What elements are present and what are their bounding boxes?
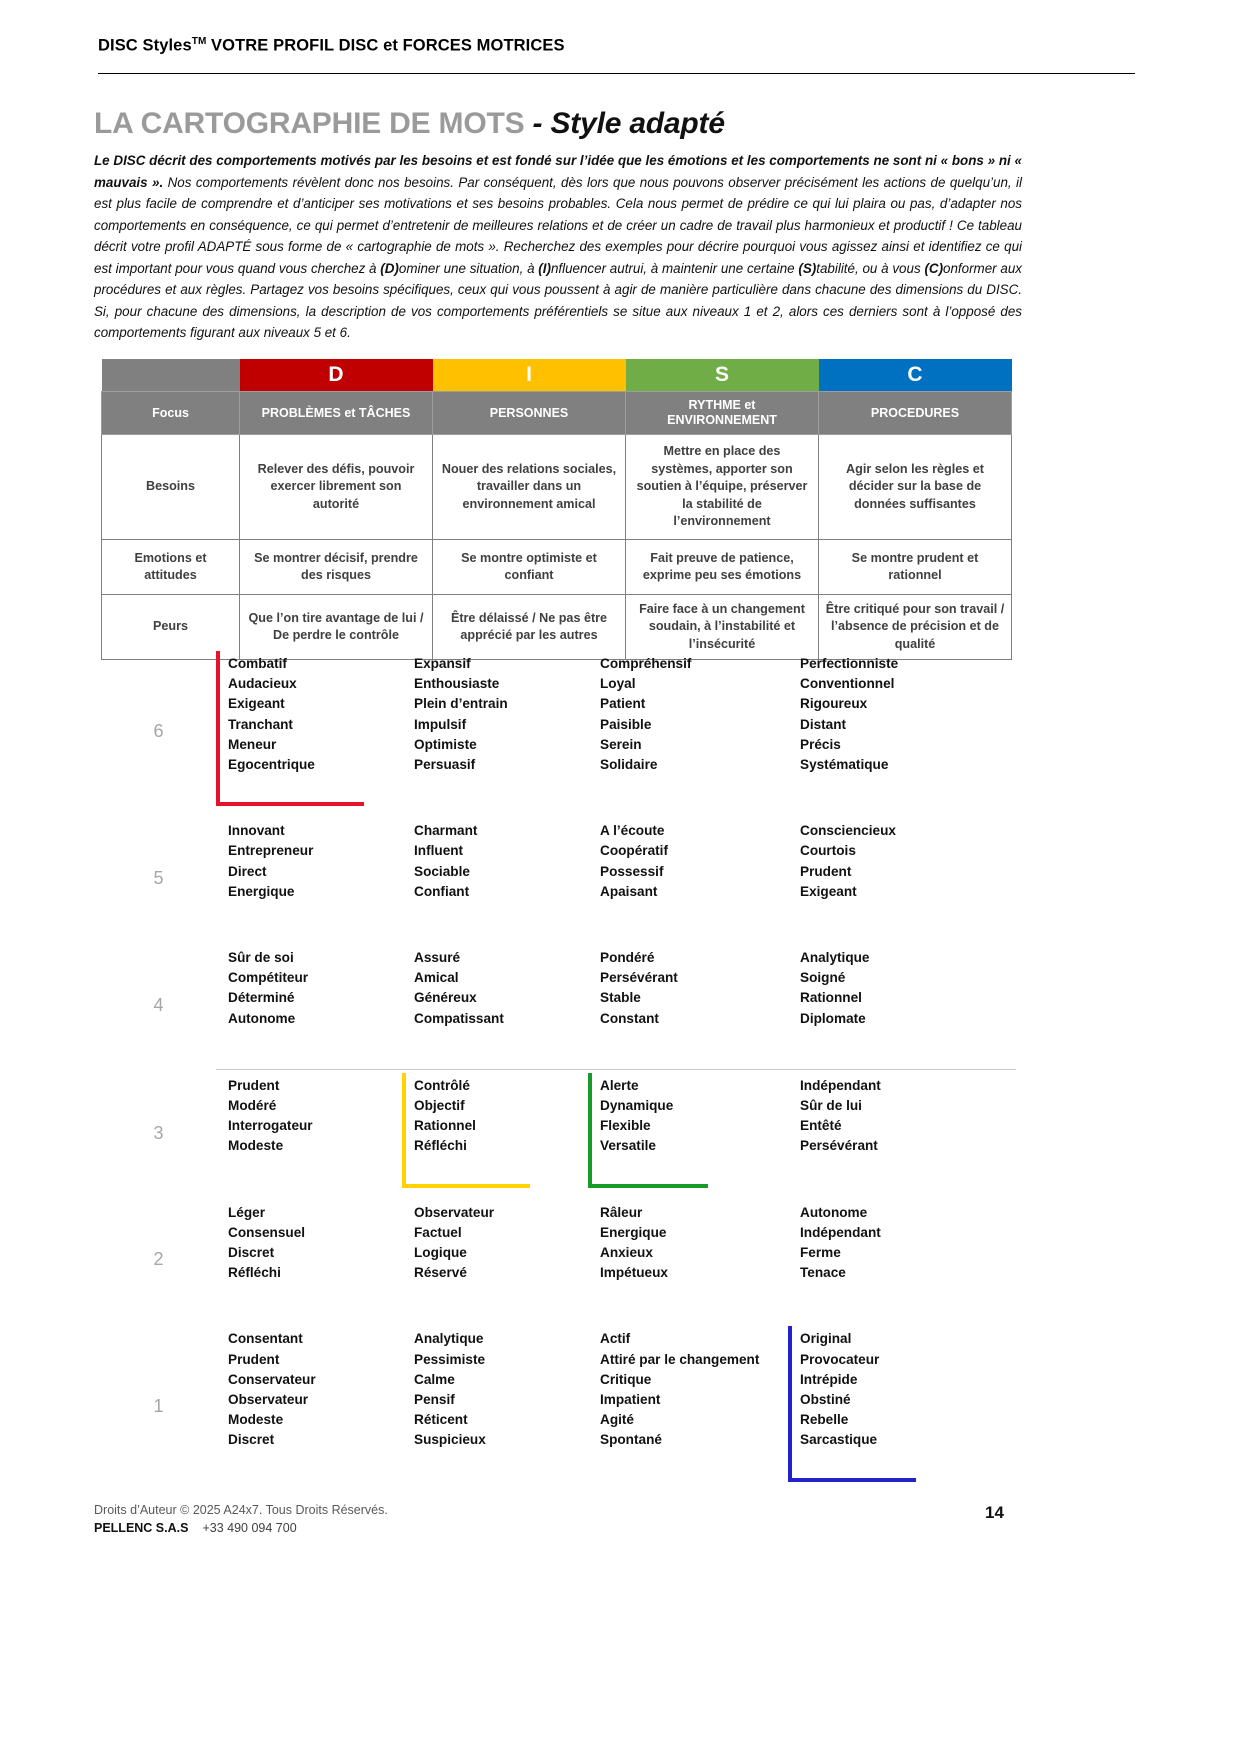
header-title-rest: VOTRE PROFIL DISC et FORCES MOTRICES <box>206 36 565 55</box>
header-title <box>98 36 1133 56</box>
word-item: Modéré <box>228 1097 277 1113</box>
word-item: Perfectionniste <box>800 656 899 671</box>
word-item: Conservateur <box>228 1371 316 1387</box>
word-item: Suspicieux <box>414 1432 486 1448</box>
word-item: Factuel <box>414 1224 462 1240</box>
word-map-column-s <box>588 948 788 1063</box>
word-item: Patient <box>600 696 646 712</box>
word-item: Sûr de soi <box>228 949 294 965</box>
word-item: Loyal <box>600 676 636 692</box>
word-item: Objectif <box>414 1097 465 1113</box>
page-title-main: LA CARTOGRAPHIE DE MOTS <box>94 107 525 140</box>
word-item: Egocentrique <box>228 757 315 773</box>
word-item: Déterminé <box>228 990 295 1006</box>
word-item: Indépendant <box>800 1077 881 1093</box>
word-item: Généreux <box>414 990 477 1006</box>
word-item: Flexible <box>600 1118 651 1134</box>
word-item: Influent <box>414 843 464 859</box>
word-item: Serein <box>600 736 642 752</box>
word-map-column-c <box>788 1076 974 1191</box>
besoins-d: Relever des défis, pouvoir exercer librement son autorité <box>240 435 433 540</box>
intro-paragraph <box>94 150 1022 344</box>
word-item: Modeste <box>228 1412 284 1428</box>
header-title-prefix: DISC Styles <box>98 36 192 55</box>
accent-bar-s-icon <box>588 1073 592 1188</box>
word-item: Enthousiaste <box>414 676 500 692</box>
word-item: Plein d’entrain <box>414 696 508 712</box>
word-map-column-d <box>216 1329 402 1484</box>
word-item: Compréhensif <box>600 656 692 671</box>
letter-cell-i: I <box>433 359 626 392</box>
peurs-c: Être critiqué pour son travail / l’absence de précision et de qualité <box>819 595 1012 660</box>
word-map-column-c <box>788 1203 974 1318</box>
word-item: Conventionnel <box>800 676 895 692</box>
word-item: Versatile <box>600 1138 656 1154</box>
emotions-s: Fait preuve de patience, exprime peu ses émotions <box>626 540 819 595</box>
word-map-column-i <box>402 654 588 809</box>
accent-bar-c-icon <box>788 1326 792 1481</box>
letter-cell-blank <box>102 359 240 392</box>
word-item: Observateur <box>414 1204 495 1220</box>
page-title-separator: - <box>524 107 551 140</box>
word-item: Direct <box>228 863 267 879</box>
word-item: Combatif <box>228 656 287 671</box>
page-title-sub: Style adapté <box>550 107 725 140</box>
word-item: Compatissant <box>414 1010 504 1026</box>
besoins-i: Nouer des relations sociales, travailler dans un environnement amical <box>433 435 626 540</box>
intro-after-i: nfluencer autrui, à maintenir une certaine <box>550 260 799 276</box>
row-label-besoins: Besoins <box>102 435 240 540</box>
word-item: Ferme <box>800 1244 841 1260</box>
page-number: 14 <box>985 1503 1004 1522</box>
word-item: Alerte <box>600 1077 639 1093</box>
row-label-focus: Focus <box>102 392 240 435</box>
letter-cell-d: D <box>240 359 433 392</box>
intro-after-s: tabilité, ou à vous <box>816 260 925 276</box>
row-label-emotions: Emotions et attitudes <box>102 540 240 595</box>
word-item: Persévérant <box>600 970 678 986</box>
word-item: Attiré par le changement <box>600 1351 760 1367</box>
word-item: Rigoureux <box>800 696 868 712</box>
word-map-column-d <box>216 654 402 809</box>
word-item: Confiant <box>414 883 470 899</box>
word-item: Anxieux <box>600 1244 653 1260</box>
intro-bold-lead: Le DISC décrit des comportements motivés par les besoins et est fondé sur l’idée que les émotions et les comportements ne sont ni « bons » ni « mauvais ». <box>94 153 1022 190</box>
word-item: Energique <box>228 883 295 899</box>
word-item: Précis <box>800 736 841 752</box>
word-item: Systématique <box>800 757 889 773</box>
word-map-column-c <box>788 1329 974 1484</box>
word-map-column-i <box>402 948 588 1063</box>
table-row-besoins <box>102 435 1012 540</box>
word-map-level-number: 2 <box>153 1249 164 1270</box>
row-label-peurs: Peurs <box>102 595 240 660</box>
word-item: Logique <box>414 1244 467 1260</box>
word-map-level-number: 4 <box>153 994 164 1015</box>
word-map-column-c <box>788 948 974 1063</box>
word-item: Impulsif <box>414 716 467 732</box>
peurs-i: Être délaissé / Ne pas être apprécié par les autres <box>433 595 626 660</box>
word-item: Rationnel <box>414 1118 476 1134</box>
word-map-column-s <box>588 1329 788 1484</box>
accent-bar-d-icon <box>216 651 220 806</box>
word-item: Expansif <box>414 656 471 671</box>
word-item: Audacieux <box>228 676 297 692</box>
word-item: Coopératif <box>600 843 668 859</box>
word-map-column-c <box>788 654 974 809</box>
word-map-column-s <box>588 1076 788 1191</box>
intro-i-letter: (I) <box>538 260 551 276</box>
word-item: Energique <box>600 1224 667 1240</box>
disc-summary-table <box>101 359 1012 660</box>
word-map-level-number: 3 <box>153 1122 164 1143</box>
word-map-column-s <box>588 654 788 809</box>
word-map-level-row <box>101 815 1031 942</box>
peurs-d: Que l’on tire avantage de lui / De perdre le contrôle <box>240 595 433 660</box>
focus-d: PROBLÈMES et TÂCHES <box>240 392 433 435</box>
word-item: Entêté <box>800 1118 842 1134</box>
word-item: Diplomate <box>800 1010 866 1026</box>
word-map-column-i <box>402 821 588 936</box>
word-item: Contrôlé <box>414 1077 470 1093</box>
word-map-column-d <box>216 1203 402 1318</box>
word-item: Courtois <box>800 843 856 859</box>
word-map-level-row <box>101 1323 1031 1490</box>
word-item: Innovant <box>228 823 285 839</box>
word-item: Rationnel <box>800 990 862 1006</box>
word-item: Prudent <box>800 863 852 879</box>
word-item: Pondéré <box>600 949 655 965</box>
word-item: Exigeant <box>228 696 285 712</box>
word-item: Solidaire <box>600 757 658 773</box>
footer-copyright: Droits d’Auteur © 2025 A24x7. Tous Droits Réservés. <box>94 1503 388 1517</box>
word-map-column-s <box>588 1203 788 1318</box>
word-item: Entrepreneur <box>228 843 314 859</box>
word-item: Consentant <box>228 1331 303 1347</box>
word-map-column-c <box>788 821 974 936</box>
word-item: Discret <box>228 1432 275 1448</box>
table-row-focus <box>102 392 1012 435</box>
footer-phone: +33 490 094 700 <box>202 1521 297 1535</box>
footer-company-line <box>94 1521 1134 1535</box>
word-item: Possessif <box>600 863 664 879</box>
word-item: Léger <box>228 1204 266 1220</box>
peurs-s: Faire face à un changement soudain, à l’instabilité et l’insécurité <box>626 595 819 660</box>
word-item: Soigné <box>800 970 846 986</box>
word-item: Apaisant <box>600 883 658 899</box>
word-item: Paisible <box>600 716 652 732</box>
word-map-level-row <box>101 1197 1031 1324</box>
word-map-level-number: 6 <box>153 721 164 742</box>
word-map-column-i <box>402 1076 588 1191</box>
table-row-letters <box>102 359 1012 392</box>
intro-after-d: ominer une situation, à <box>398 260 539 276</box>
word-map-level-number: 1 <box>153 1396 164 1417</box>
word-item: Râleur <box>600 1204 643 1220</box>
intro-d-letter: (D) <box>380 260 399 276</box>
word-item: A l’écoute <box>600 823 665 839</box>
word-item: Sûr de lui <box>800 1097 862 1113</box>
intro-c-letter: (C) <box>924 260 944 276</box>
header-title-trademark: TM <box>191 36 207 47</box>
intro-body: Nos comportements révèlent donc nos besoins. Par conséquent, dès lors que nous pouvons observer précisément les actions de quelqu’un, il est plus facile de comprendre et d’anticiper ses motivations et ses besoins probables. Cela nous permet de prédire ce qui lui plaira ou pas, d’adapter nos comportements en conséquence, ce qui permet d’entretenir de meilleures relations et de créer un cadre de travail plus harmonieux et productif ! Ce tableau décrit votre profil ADAPTÉ sous forme de « cartographie de mots ». Recherchez des exemples pour décrire pourquoi vous agissez ainsi et identifiez ce qui est important pour vous quand vous cherchez à <box>94 174 1023 276</box>
emotions-c: Se montre prudent et rationnel <box>819 540 1012 595</box>
word-item: Analytique <box>414 1331 484 1347</box>
besoins-c: Agir selon les règles et décider sur la base de données suffisantes <box>819 435 1012 540</box>
footer-company-name: PELLENC S.A.S <box>94 1521 189 1535</box>
intro-after-c: onformer aux procédures et aux règles. Partagez vos besoins spécifiques, ceux qui vous poussent à agir de manière particulière dans chacune des dimensions du DISC. Si, pour chacune des dimensions, la description de vos comportements préférentiels se situe aux niveaux 1 et 2, alors ces derniers sont à l’opposé des comportements figurant aux niveaux 5 et 6. <box>94 260 1022 340</box>
word-item: Original <box>800 1331 852 1347</box>
word-item: Prudent <box>228 1351 280 1367</box>
accent-bar-i-icon <box>402 1073 406 1188</box>
word-item: Provocateur <box>800 1351 880 1367</box>
word-item: Rebelle <box>800 1412 849 1428</box>
table-row-emotions <box>102 540 1012 595</box>
word-item: Pensif <box>414 1391 455 1407</box>
word-item: Autonome <box>228 1010 296 1026</box>
word-item: Impétueux <box>600 1265 668 1281</box>
word-item: Critique <box>600 1371 652 1387</box>
word-map-column-s <box>588 821 788 936</box>
page-title <box>94 107 725 141</box>
word-item: Indépendant <box>800 1224 881 1240</box>
word-item: Sarcastique <box>800 1432 878 1448</box>
word-item: Dynamique <box>600 1097 674 1113</box>
word-item: Autonome <box>800 1204 868 1220</box>
word-map-level-row <box>101 648 1031 815</box>
page-footer <box>94 1503 1134 1535</box>
word-map-column-d <box>216 1076 402 1191</box>
word-map-level-row <box>101 942 1031 1069</box>
word-map-level-number: 5 <box>153 868 164 889</box>
word-map-grid <box>101 648 1031 1491</box>
word-map-level-row <box>101 1070 1031 1197</box>
word-item: Pessimiste <box>414 1351 486 1367</box>
emotions-i: Se montre optimiste et confiant <box>433 540 626 595</box>
word-item: Sociable <box>414 863 470 879</box>
word-map-column-d <box>216 821 402 936</box>
word-item: Prudent <box>228 1077 280 1093</box>
word-item: Impatient <box>600 1391 661 1407</box>
emotions-d: Se montrer décisif, prendre des risques <box>240 540 433 595</box>
word-item: Persévérant <box>800 1138 878 1154</box>
document-header <box>98 36 1133 56</box>
word-item: Distant <box>800 716 847 732</box>
word-item: Meneur <box>228 736 277 752</box>
word-item: Tranchant <box>228 716 293 732</box>
word-map-column-i <box>402 1329 588 1484</box>
word-item: Charmant <box>414 823 478 839</box>
focus-s: RYTHME et ENVIRONNEMENT <box>626 392 819 435</box>
word-map-column-d <box>216 948 402 1063</box>
word-item: Persuasif <box>414 757 476 773</box>
word-item: Exigeant <box>800 883 857 899</box>
word-item: Calme <box>414 1371 455 1387</box>
word-item: Amical <box>414 970 459 986</box>
word-item: Réfléchi <box>414 1138 467 1154</box>
word-item: Réfléchi <box>228 1265 281 1281</box>
word-item: Modeste <box>228 1138 284 1154</box>
word-item: Analytique <box>800 949 870 965</box>
letter-cell-s: S <box>626 359 819 392</box>
word-item: Tenace <box>800 1265 846 1281</box>
word-item: Réticent <box>414 1412 468 1428</box>
letter-cell-c: C <box>819 359 1012 392</box>
word-item: Discret <box>228 1244 275 1260</box>
word-item: Réservé <box>414 1265 467 1281</box>
word-item: Interrogateur <box>228 1118 313 1134</box>
besoins-s: Mettre en place des systèmes, apporter son soutien à l’équipe, préserver la stabilité de l’environnement <box>626 435 819 540</box>
word-item: Intrépide <box>800 1371 858 1387</box>
word-map-column-i <box>402 1203 588 1318</box>
word-item: Constant <box>600 1010 659 1026</box>
word-item: Actif <box>600 1331 631 1347</box>
word-item: Consensuel <box>228 1224 306 1240</box>
word-item: Optimiste <box>414 736 477 752</box>
word-item: Consciencieux <box>800 823 896 839</box>
word-item: Spontané <box>600 1432 662 1448</box>
word-item: Compétiteur <box>228 970 309 986</box>
word-item: Observateur <box>228 1391 309 1407</box>
focus-i: PERSONNES <box>433 392 626 435</box>
word-item: Agité <box>600 1412 634 1428</box>
header-divider <box>98 73 1135 74</box>
intro-s-letter: (S) <box>798 260 817 276</box>
focus-c: PROCEDURES <box>819 392 1012 435</box>
word-item: Assuré <box>414 949 461 965</box>
word-item: Stable <box>600 990 641 1006</box>
word-item: Obstiné <box>800 1391 851 1407</box>
